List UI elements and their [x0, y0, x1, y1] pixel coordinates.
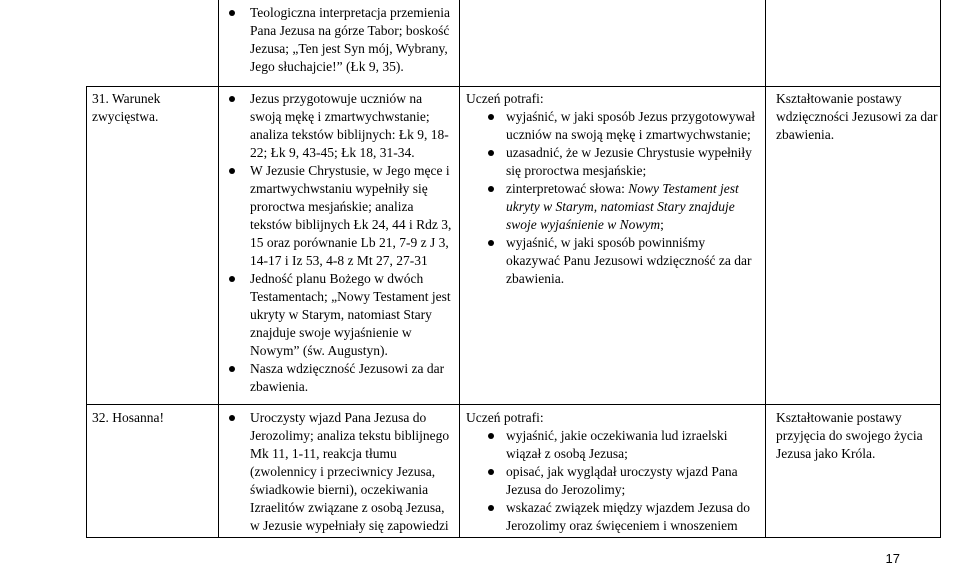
topic-item: W Jezusie Chrystusie, w Jego męce i zmartwychwstaniu wypełniły się proroctwa mesjańskie; analiza tekstów biblijnych Łk 24, 44 i Rdz 3, 15 oraz porównanie Lb 21, 7-9 z J 3, 14-17 i Iz 53, 4-8 z Mt 27, 27-31	[222, 162, 454, 270]
row0-topics-cell	[222, 4, 454, 76]
objectives-header: Uczeń potrafi:	[466, 410, 544, 425]
row32-objectives-cell	[466, 409, 762, 535]
row31-attitude: Kształtowanie postawy wdzięczności Jezusowi za dar zbawienia.	[776, 91, 938, 142]
rule-v-left	[86, 86, 87, 538]
row31-objectives-cell	[466, 90, 762, 288]
row31-topics-list	[222, 90, 454, 396]
rule-top-31	[86, 86, 941, 87]
topic-item: Nasza wdzięczność Jezusowi za dar zbawienia.	[222, 360, 454, 396]
objectives-header: Uczeń potrafi:	[466, 91, 544, 106]
row32-topics-list	[222, 409, 454, 535]
objective-item: opisać, jak wyglądał uroczysty wjazd Pana Jezusa do Jerozolimy;	[466, 463, 762, 499]
objective-item: wyjaśnić, jakie oczekiwania lud izraelski wiązał z osobą Jezusa;	[466, 427, 762, 463]
rule-v-2	[459, 0, 460, 538]
topic-item: Jezus przygotowuje uczniów na swoją mękę i zmartwychwstanie; analiza tekstów biblijnych: Łk 9, 18-22; Łk 9, 43-45; Łk 18, 31-34.	[222, 90, 454, 162]
page-number: 17	[885, 551, 900, 566]
rule-bottom	[86, 537, 941, 538]
row32-number: 32. Hosanna!	[92, 410, 164, 425]
objective-item: wyjaśnić, w jaki sposób powinniśmy okazywać Panu Jezusowi wdzięczność za dar zbawienia.	[466, 234, 762, 288]
objective-suffix: ;	[660, 217, 664, 232]
objective-quote: Nowy Testament jest ukryty w Starym, natomiast Stary znajduje swoje wyjaśnienie w Nowym	[506, 181, 739, 232]
topic-item: Uroczysty wjazd Pana Jezusa do Jerozolimy; analiza tekstu biblijnego Mk 11, 1-11, reakcja tłumu (zwolennicy i przeciwnicy Jezusa, świadkowie bierni), oczekiwania Izraelitów związane z osobą Jezusa, w Jezusie wypełniały się zapowiedzi	[222, 409, 454, 535]
row31-objectives-list	[466, 108, 762, 288]
objective-item: wskazać związek między wjazdem Jezusa do Jerozolimy oraz święceniem i wnoszeniem	[466, 499, 762, 535]
objective-prefix: zinterpretować słowa:	[506, 181, 629, 196]
row32-topics-cell	[222, 409, 454, 535]
objective-item: wyjaśnić, w jaki sposób Jezus przygotowywał uczniów na swoją mękę i zmartwychwstanie;	[466, 108, 762, 144]
objective-item	[466, 180, 762, 234]
row32-objectives-list	[466, 427, 762, 535]
row32-attitude: Kształtowanie postawy przyjęcia do swojego życia Jezusa jako Króla.	[776, 410, 923, 461]
row31-number: 31. Warunek zwycięstwa.	[92, 91, 161, 124]
objective-item: uzasadnić, że w Jezusie Chrystusie wypełniły się proroctwa mesjańskie;	[466, 144, 762, 180]
rule-v-1	[218, 0, 219, 538]
topic-item: Teologiczna interpretacja przemienia Pana Jezusa na górze Tabor; boskość Jezusa; „Ten jest Syn mój, Wybrany, Jego słuchajcie!” (Łk 9, 35).	[222, 4, 454, 76]
rule-v-right	[940, 0, 941, 538]
row0-topics-list	[222, 4, 454, 76]
topic-item: Jedność planu Bożego w dwóch Testamentach; „Nowy Testament jest ukryty w Starym, natomiast Stary znajduje swoje wyjaśnienie w Nowym” (św. Augustyn).	[222, 270, 454, 360]
row31-topics-cell	[222, 90, 454, 396]
rule-top-32	[86, 404, 941, 405]
rule-v-3	[765, 0, 766, 538]
